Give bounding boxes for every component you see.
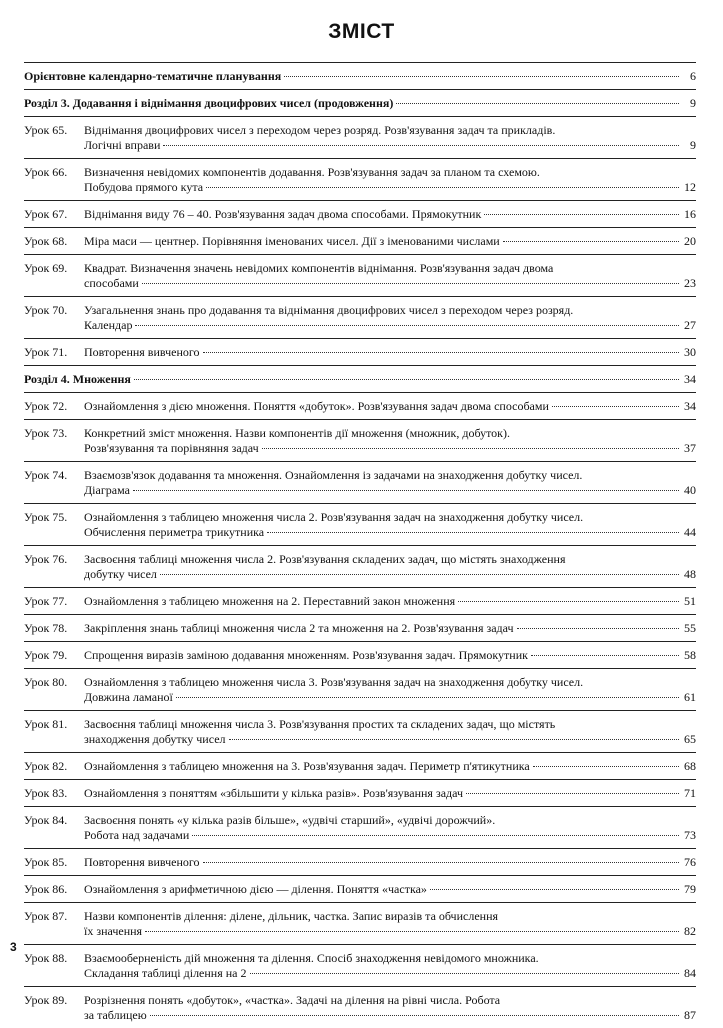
- entry-title-text: Конкретний зміст множення. Назви компонентів дії множення (множник, добуток).: [84, 426, 510, 440]
- page-ref[interactable]: 61: [684, 690, 696, 704]
- entry-line: [84, 303, 696, 318]
- lesson-label: Урок 88.: [24, 951, 68, 965]
- entry-body: [84, 159, 696, 200]
- toc-lesson-row[interactable]: [24, 779, 696, 806]
- entry-body: [84, 780, 696, 806]
- entry-title-text: Віднімання виду 76 – 40. Розв'язування задач двома способами. Прямокутник: [84, 207, 482, 221]
- page-ref[interactable]: 84: [684, 966, 696, 980]
- entry-title-text: Орієнтовне календарно-тематичне планування: [24, 69, 282, 83]
- dot-leader: [284, 75, 679, 77]
- entry-line: [84, 675, 696, 690]
- entry-line: [84, 399, 696, 414]
- dot-leader: [533, 765, 679, 767]
- entry-title-text: Взаємооберненість дій множення та ділення. Спосіб знаходження невідомого множника.: [84, 951, 539, 965]
- entry-body: [84, 711, 696, 752]
- entry-title-text: способами: [84, 276, 139, 290]
- dot-leader: [192, 834, 679, 836]
- page-title: ЗМІСТ: [328, 20, 395, 43]
- entry-line: [84, 966, 696, 981]
- dot-leader: [517, 627, 679, 629]
- page-ref[interactable]: 9: [690, 138, 696, 152]
- entry-line: [84, 909, 696, 924]
- lesson-label: Урок 66.: [24, 165, 68, 179]
- page-ref[interactable]: 87: [684, 1008, 696, 1022]
- lesson-label: Урок 77.: [24, 594, 68, 608]
- entry-title-text: Засвоєння понять «у кілька разів більше», «удвічі старший», «удвічі дорожчий».: [84, 813, 496, 827]
- entry-line: [84, 567, 696, 582]
- toc-lesson-row[interactable]: [24, 641, 696, 668]
- page-ref[interactable]: 40: [684, 483, 696, 497]
- page-ref[interactable]: 30: [684, 345, 696, 359]
- dot-leader: [262, 447, 679, 449]
- page-ref[interactable]: 73: [684, 828, 696, 842]
- lesson-label: Урок 76.: [24, 552, 68, 566]
- page-ref[interactable]: 6: [690, 69, 696, 83]
- toc-lesson-row[interactable]: [24, 254, 696, 296]
- entry-title-text: Логічні вправи: [84, 138, 161, 152]
- entry-title-text: Розв'язування та порівняння задач: [84, 441, 259, 455]
- entry-body: [84, 903, 696, 944]
- toc-section-row[interactable]: [24, 62, 696, 89]
- toc-lesson-row[interactable]: [24, 227, 696, 254]
- lesson-label: Урок 80.: [24, 675, 68, 689]
- toc-lesson-row[interactable]: [24, 338, 696, 365]
- entry-line: [84, 441, 696, 456]
- entry-title-text: Повторення вивченого: [84, 855, 200, 869]
- entry-line: [84, 924, 696, 939]
- page-ref[interactable]: 20: [684, 234, 696, 248]
- toc-section-row[interactable]: [24, 89, 696, 116]
- entry-line: [84, 207, 696, 222]
- dot-leader: [145, 930, 679, 932]
- page-ref[interactable]: 71: [684, 786, 696, 800]
- entry-title-text: за таблицею: [84, 1008, 147, 1022]
- dot-leader: [466, 792, 679, 794]
- entry-body: [24, 63, 696, 89]
- entry-title-text: Назви компонентів ділення: ділене, дільник, частка. Запис виразів та обчислення: [84, 909, 499, 923]
- entry-body: [84, 615, 696, 641]
- lesson-label: Урок 74.: [24, 468, 68, 482]
- page-ref[interactable]: 76: [684, 855, 696, 869]
- entry-line: [84, 855, 696, 870]
- entry-body: [24, 366, 696, 392]
- entry-body: [84, 255, 696, 296]
- entry-line: [84, 813, 696, 828]
- page-ref[interactable]: 68: [684, 759, 696, 773]
- lesson-label: Урок 75.: [24, 510, 68, 524]
- entry-line: [84, 345, 696, 360]
- entry-line: [24, 69, 696, 84]
- toc-lesson-row[interactable]: [24, 848, 696, 875]
- toc-lesson-row[interactable]: [24, 710, 696, 752]
- lesson-label: Урок 82.: [24, 759, 68, 773]
- dot-leader: [176, 696, 679, 698]
- entry-title-text: добутку чисел: [84, 567, 157, 581]
- page-ref[interactable]: 34: [684, 399, 696, 413]
- entry-title-text: Розділ 4. Множення: [24, 372, 131, 386]
- dot-leader: [160, 573, 679, 575]
- entry-title-text: Віднімання двоцифрових чисел з переходом через розряд. Розв'язування задач та прикладів.: [84, 123, 556, 137]
- page-ref[interactable]: 58: [684, 648, 696, 662]
- lesson-label: Урок 81.: [24, 717, 68, 731]
- entry-title-text: Засвоєння таблиці множення числа 3. Розв'язування простих та складених задач, що містять: [84, 717, 556, 731]
- table-of-contents: [24, 62, 696, 1028]
- page-ref[interactable]: 65: [684, 732, 696, 746]
- toc-lesson-row[interactable]: [24, 875, 696, 902]
- entry-line: [84, 180, 696, 195]
- entry-line: [84, 594, 696, 609]
- dot-leader: [133, 489, 679, 491]
- entry-title-text: Складання таблиці ділення на 2: [84, 966, 247, 980]
- entry-title-text: Розділ 3. Додавання і віднімання двоцифрових чисел (продовження): [24, 96, 394, 110]
- entry-body: [84, 945, 696, 986]
- entry-line: [84, 525, 696, 540]
- entry-line: [84, 993, 696, 1008]
- entry-body: [84, 546, 696, 587]
- page-ref[interactable]: 27: [684, 318, 696, 332]
- entry-line: [84, 648, 696, 663]
- entry-body: [84, 117, 696, 158]
- entry-title-text: Взаємозв'язок додавання та множення. Ознайомлення із задачами на знаходження добутку чисел.: [84, 468, 583, 482]
- entry-title-text: Квадрат. Визначення значень невідомих компонентів віднімання. Розв'язування задач двома: [84, 261, 554, 275]
- lesson-label: Урок 73.: [24, 426, 68, 440]
- entry-title-text: Ознайомлення з дією множення. Поняття «добуток». Розв'язування задач двома способами: [84, 399, 549, 413]
- toc-lesson-row[interactable]: [24, 614, 696, 641]
- entry-line: [84, 276, 696, 291]
- toc-lesson-row[interactable]: [24, 503, 696, 545]
- lesson-label: Урок 84.: [24, 813, 68, 827]
- dot-leader: [206, 186, 679, 188]
- entry-body: [84, 462, 696, 503]
- entry-line: [84, 318, 696, 333]
- entry-body: [84, 393, 696, 419]
- entry-line: [84, 717, 696, 732]
- entry-body: [24, 90, 696, 116]
- entry-title-text: Ознайомлення з таблицею множення числа 3. Розв'язування задач на знаходження добутку чисел.: [84, 675, 584, 689]
- entry-title-text: Обчислення периметра трикутника: [84, 525, 265, 539]
- entry-body: [84, 876, 696, 902]
- dot-leader: [430, 888, 679, 890]
- page-ref[interactable]: 48: [684, 567, 696, 581]
- page-ref[interactable]: 82: [684, 924, 696, 938]
- toc-lesson-row[interactable]: [24, 668, 696, 710]
- entry-body: [84, 807, 696, 848]
- toc-lesson-row[interactable]: [24, 200, 696, 227]
- page-ref[interactable]: 23: [684, 276, 696, 290]
- dot-leader: [229, 738, 679, 740]
- entry-title-text: їх значення: [84, 924, 143, 938]
- page-ref[interactable]: 34: [684, 372, 696, 386]
- toc-lesson-row[interactable]: [24, 392, 696, 419]
- lesson-label: Урок 68.: [24, 234, 68, 248]
- dot-leader: [531, 654, 679, 656]
- toc-lesson-row[interactable]: [24, 986, 696, 1028]
- dot-leader: [484, 213, 679, 215]
- entry-body: [84, 987, 696, 1028]
- entry-body: [84, 753, 696, 779]
- page-ref[interactable]: 51: [684, 594, 696, 608]
- dot-leader: [396, 102, 679, 104]
- entry-title-text: Календар: [84, 318, 133, 332]
- lesson-label: Урок 87.: [24, 909, 68, 923]
- lesson-label: Урок 86.: [24, 882, 68, 896]
- toc-lesson-row[interactable]: [24, 902, 696, 944]
- entry-body: [84, 849, 696, 875]
- entry-title-text: Довжина ламаної: [84, 690, 173, 704]
- toc-lesson-row[interactable]: [24, 587, 696, 614]
- entry-title-text: Повторення вивченого: [84, 345, 200, 359]
- entry-line: [84, 483, 696, 498]
- entry-line: [84, 123, 696, 138]
- entry-line: [84, 426, 696, 441]
- toc-lesson-row[interactable]: [24, 944, 696, 986]
- dot-leader: [503, 240, 679, 242]
- lesson-label: Урок 70.: [24, 303, 68, 317]
- dot-leader: [203, 351, 679, 353]
- entry-body: [84, 669, 696, 710]
- entry-line: [84, 468, 696, 483]
- toc-section-row[interactable]: [24, 365, 696, 392]
- entry-line: [84, 1008, 696, 1023]
- page-ref[interactable]: 79: [684, 882, 696, 896]
- toc-lesson-row[interactable]: [24, 116, 696, 158]
- entry-line: [84, 138, 696, 153]
- entry-body: [84, 504, 696, 545]
- page-ref[interactable]: 37: [684, 441, 696, 455]
- lesson-label: Урок 78.: [24, 621, 68, 635]
- entry-title-text: Ознайомлення з таблицею множення числа 2. Розв'язування задач на знаходження добутку чисел.: [84, 510, 584, 524]
- entry-title-text: Ознайомлення з таблицею множення на 2. Переставний закон множення: [84, 594, 456, 608]
- lesson-label: Урок 67.: [24, 207, 68, 221]
- entry-title-text: Міра маси — центнер. Порівняння іменованих чисел. Дії з іменованими числами: [84, 234, 500, 248]
- toc-lesson-row[interactable]: [24, 419, 696, 461]
- entry-title-text: Ознайомлення з арифметичною дією — ділення. Поняття «частка»: [84, 882, 427, 896]
- entry-line: [24, 372, 696, 387]
- entry-body: [84, 642, 696, 668]
- entry-title-text: Діаграма: [84, 483, 130, 497]
- entry-line: [84, 165, 696, 180]
- page-ref[interactable]: 44: [684, 525, 696, 539]
- entry-line: [84, 951, 696, 966]
- toc-lesson-row[interactable]: [24, 752, 696, 779]
- entry-title-text: Робота над задачами: [84, 828, 190, 842]
- entry-body: [84, 339, 696, 365]
- lesson-label: Урок 65.: [24, 123, 68, 137]
- entry-title-text: Закріплення знань таблиці множення числа 2 та множення на 2. Розв'язування задач: [84, 621, 514, 635]
- page-ref[interactable]: 55: [684, 621, 696, 635]
- entry-line: [84, 786, 696, 801]
- entry-line: [84, 828, 696, 843]
- entry-line: [84, 882, 696, 897]
- entry-body: [84, 420, 696, 461]
- dot-leader: [458, 600, 679, 602]
- entry-line: [84, 621, 696, 636]
- dot-leader: [134, 378, 679, 380]
- entry-body: [84, 297, 696, 338]
- lesson-label: Урок 89.: [24, 993, 68, 1007]
- entry-title-text: Засвоєння таблиці множення числа 2. Розв'язування складених задач, що містять знаходження: [84, 552, 566, 566]
- entry-line: [84, 552, 696, 567]
- entry-body: [84, 201, 696, 227]
- toc-lesson-row[interactable]: [24, 158, 696, 200]
- lesson-label: Урок 71.: [24, 345, 68, 359]
- entry-line: [84, 261, 696, 276]
- dot-leader: [267, 531, 679, 533]
- entry-title-text: Побудова прямого кута: [84, 180, 204, 194]
- entry-line: [24, 96, 696, 111]
- entry-line: [84, 732, 696, 747]
- entry-title-text: Ознайомлення з поняттям «збільшити у кілька разів». Розв'язування задач: [84, 786, 464, 800]
- dot-leader: [250, 972, 680, 974]
- toc-lesson-row[interactable]: [24, 806, 696, 848]
- entry-line: [84, 234, 696, 249]
- entry-title-text: знаходження добутку чисел: [84, 732, 226, 746]
- entry-body: [84, 588, 696, 614]
- entry-line: [84, 510, 696, 525]
- lesson-label: Урок 72.: [24, 399, 68, 413]
- dot-leader: [135, 324, 679, 326]
- page-ref[interactable]: 12: [684, 180, 696, 194]
- dot-leader: [552, 405, 679, 407]
- lesson-label: Урок 69.: [24, 261, 68, 275]
- page-ref[interactable]: 9: [690, 96, 696, 110]
- entry-title-text: Розрізнення понять «добуток», «частка». Задачі на ділення на рівні числа. Робота: [84, 993, 501, 1007]
- page-number: 3: [10, 940, 17, 954]
- toc-lesson-row[interactable]: [24, 296, 696, 338]
- entry-body: [84, 228, 696, 254]
- dot-leader: [142, 282, 679, 284]
- entry-title-text: Визначення невідомих компонентів додавання. Розв'язування задач за планом та схемою.: [84, 165, 540, 179]
- toc-lesson-row[interactable]: [24, 461, 696, 503]
- dot-leader: [163, 144, 679, 146]
- lesson-label: Урок 83.: [24, 786, 68, 800]
- entry-line: [84, 690, 696, 705]
- entry-title-text: Спрощення виразів заміною додавання множенням. Розв'язування задач. Прямокутник: [84, 648, 528, 662]
- entry-title-text: Ознайомлення з таблицею множення на 3. Розв'язування задач. Периметр п'ятикутника: [84, 759, 530, 773]
- dot-leader: [203, 861, 679, 863]
- page-ref[interactable]: 16: [684, 207, 696, 221]
- dot-leader: [150, 1014, 679, 1016]
- toc-lesson-row[interactable]: [24, 545, 696, 587]
- entry-title-text: Узагальнення знань про додавання та віднімання двоцифрових чисел з переходом через розряд.: [84, 303, 574, 317]
- entry-line: [84, 759, 696, 774]
- lesson-label: Урок 79.: [24, 648, 68, 662]
- lesson-label: Урок 85.: [24, 855, 68, 869]
